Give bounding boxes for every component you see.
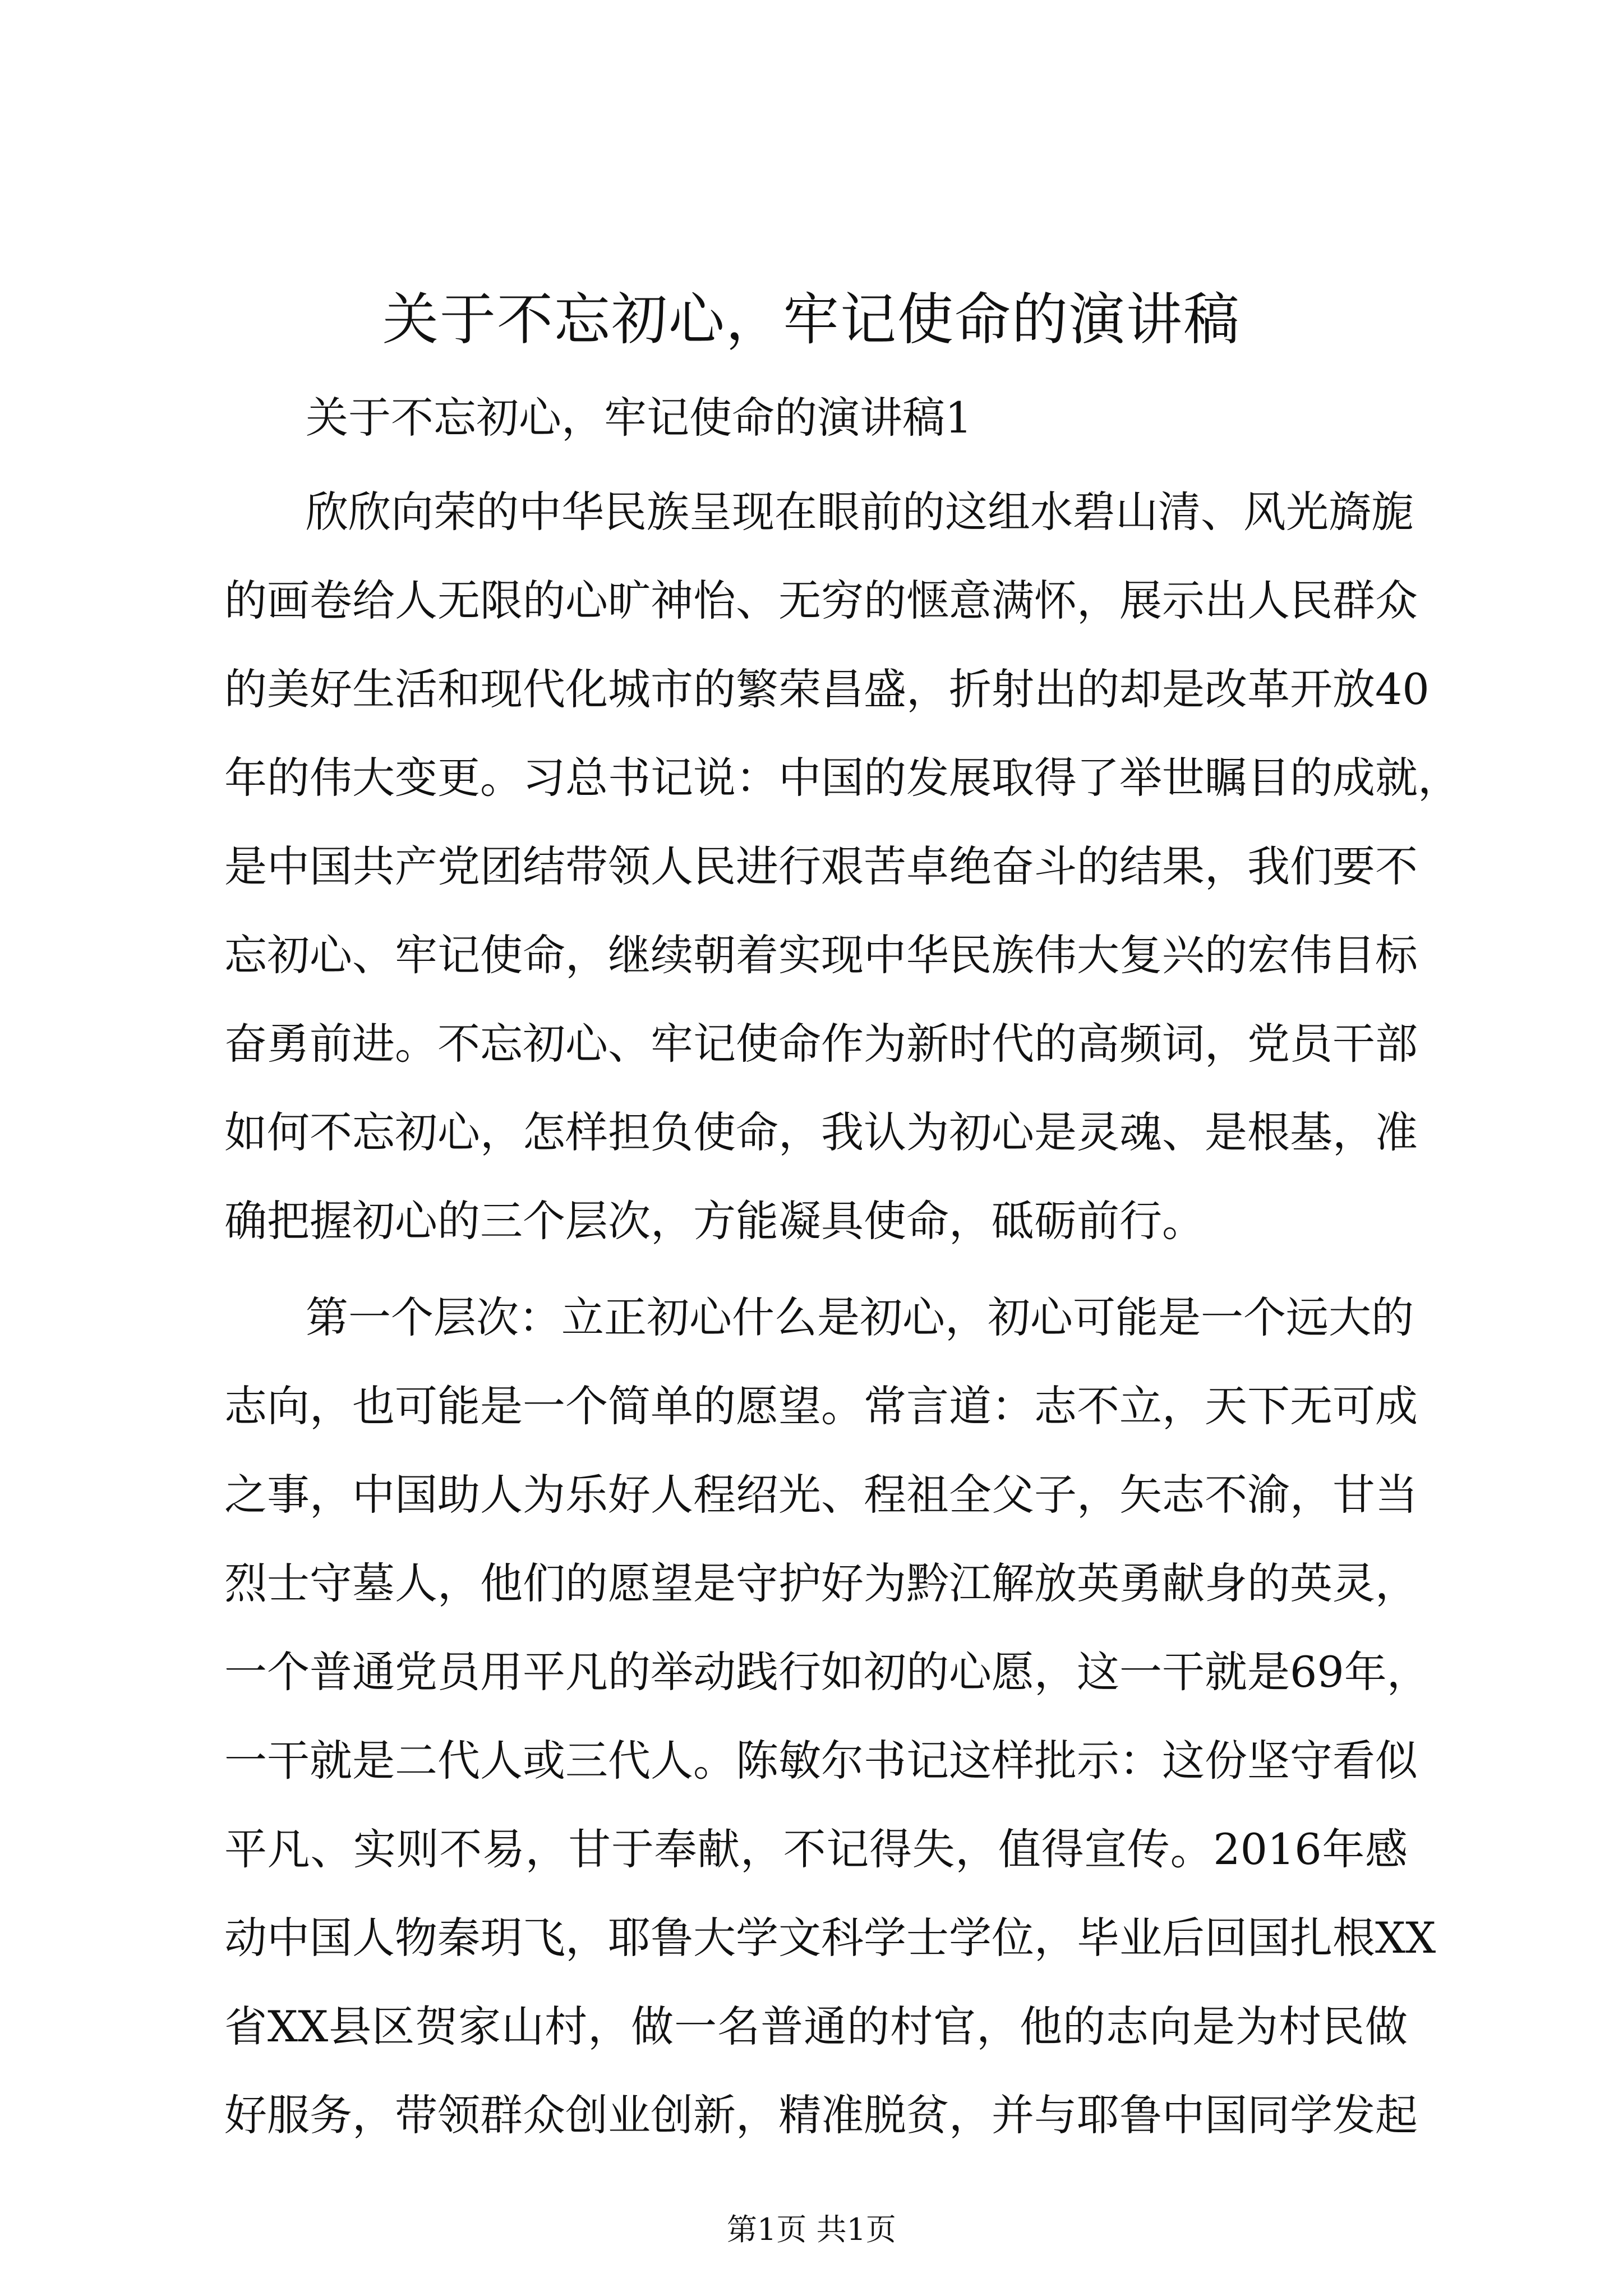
paragraph-2-line: 第一个层次：立正初心什么是初心，初心可能是一个远大的 [306,1292,1414,1342]
document-subtitle: 关于不忘初心，牢记使命的演讲稿1 [306,393,972,443]
paragraph-1-line: 的美好生活和现代化城市的繁荣昌盛，折射出的却是改革开放40 [224,664,1430,714]
paragraph-2-line: 一干就是二代人或三代人。陈敏尔书记这样批示：这份坚守看似 [224,1736,1418,1786]
paragraph-1-line: 的画卷给人无限的心旷神怡、无穷的惬意满怀，展示出人民群众 [224,576,1418,625]
paragraph-2-line: 平凡、实则不易，甘于奉献，不记得失，值得宣传。2016年感 [224,1824,1408,1874]
paragraph-1-line: 是中国共产党团结带领人民进行艰苦卓绝奋斗的结果，我们要不 [224,841,1418,891]
paragraph-2-line: 好服务，带领群众创业创新，精准脱贫，并与耶鲁中国同学发起 [224,2090,1418,2140]
paragraph-2-line: 志向，也可能是一个简单的愿望。常言道：志不立，天下无可成 [224,1381,1418,1431]
paragraph-2-line: 一个普通党员用平凡的举动践行如初的心愿，这一干就是69年， [224,1647,1430,1697]
paragraph-1-line: 忘初心、牢记使命，继续朝着实现中华民族伟大复兴的宏伟目标 [224,930,1418,980]
paragraph-1-line: 确把握初心的三个层次，方能凝具使命，砥砺前行。 [224,1196,1205,1246]
paragraph-2-line: 动中国人物秦玥飞，耶鲁大学文科学士学位，毕业后回国扎根XX [224,1913,1436,1963]
paragraph-1-line: 年的伟大变更。习总书记说：中国的发展取得了举世瞩目的成就， [224,753,1460,803]
document-title: 关于不忘初心，牢记使命的演讲稿 [382,287,1241,352]
paragraph-1-line: 欣欣向荣的中华民族呈现在眼前的这组水碧山清、风光旖旎 [306,487,1414,537]
page-footer: 第1页 共1页 [727,2212,896,2247]
paragraph-2-line: 省XX县区贺家山村，做一名普通的村官，他的志向是为村民做 [224,2001,1408,2051]
paragraph-1-line: 奋勇前进。不忘初心、牢记使命作为新时代的高频词，党员干部 [224,1019,1418,1069]
paragraph-2-line: 烈士守墓人，他们的愿望是守护好为黔江解放英勇献身的英灵， [224,1558,1418,1608]
paragraph-2-line: 之事，中国助人为乐好人程绍光、程祖全父子，矢志不渝，甘当 [224,1470,1418,1520]
paragraph-1-line: 如何不忘初心，怎样担负使命，我认为初心是灵魂、是根基，准 [224,1107,1418,1157]
